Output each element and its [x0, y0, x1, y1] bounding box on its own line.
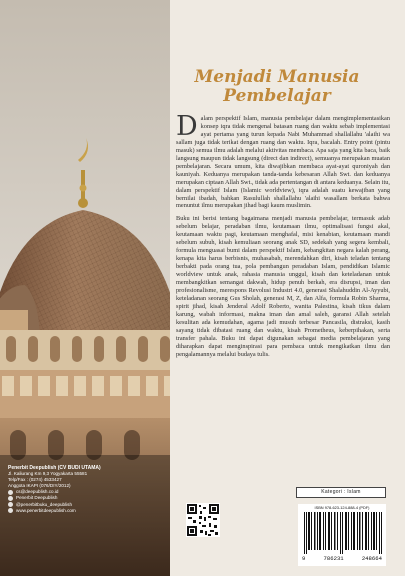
publisher-phone: Telp/Fax : (0274) 4533427: [8, 477, 62, 483]
globe-icon: [8, 508, 13, 513]
blurb-paragraph-2: Buku ini berisi tentang bagaimana menjadi manusia pembelajar, termasuk adab sebelum belajar, peradaban ilmu, keutamaan ilmu, optimalisasi fungsi akal, keutamaan waktu pagi, keutamaan menghafal, misi kenabian, keutamaan mandi sebelum subuh, kisah kemuliaan seorang anak SD, sedekah yang segera kembali, formula menguasai bumi dalam perspektif Islam, kebangkitan negara kalah perang, kenapa kita harus berbisnis, muhasabah, merendahkan diri, kisah teladan tentang berbakti pada orang tua, pola pembangun peradaban Islam, pendidikan Islamic worldview untuk anak, rahasia manusia unggul, kisah dan keteladanan untuk membangkitkan semangat dakwah, hidup penuh berkah, era disrupsi, iman dan profesionalisme, merespons Revolusi Industri 4.0, generasi Shalahuddin Al-Ayyubi, keteladanan seorang Gus Sholah, generasi M, Z, dan Alfa, formula Robin Sharma, spirit jihad, kisah Jenderal Adolf Roberto, wanita Palestina, kisah tikus dalam karung, wabah informasi, makna iman dan amal saleh, garansi Allah setelah kesulitan ada kemudahan, agama jadi musuh terbesar Pancasila, distraksi, kasih sayang tidak dibatasi ruang dan waktu, kisah Prometheus, keberpihakan, serta transfer pahala. Buku ini dapat digunakan sebagai media pembelajaran yang diharapkan dapat menginspirasi para pembaca untuk mengikatkan ilmu dan pengalamannya melalui budaya tulis.: [176, 215, 390, 358]
instagram-icon: [8, 502, 13, 507]
barcode-bars: [304, 512, 382, 554]
publisher-info: [8, 465, 173, 514]
back-cover-blurb: [176, 111, 390, 364]
publisher-address: Jl. Kaliurang Km 9,3 Yogyakarta 55581: [8, 471, 88, 477]
publisher-email: cs@deepublish.co.id: [16, 489, 59, 495]
mail-icon: [8, 490, 13, 495]
book-title: [172, 68, 382, 106]
facebook-icon: [8, 496, 13, 501]
title-line-2: Pembelajar: [223, 86, 331, 106]
qr-code: [186, 503, 220, 537]
isbn-digit-prefix: 9: [302, 555, 306, 562]
publisher-ikapi: Anggota IKAPI (076/DIY/2012): [8, 483, 71, 489]
publisher-social-2: @penerbitbuku_deepublish: [16, 501, 73, 507]
publisher-website: www.penerbitdeepublish.com: [16, 507, 76, 513]
publisher-social-1: Penerbit Deepublish: [16, 495, 58, 501]
blurb-paragraph-1: [176, 111, 390, 210]
isbn-barcode: [298, 504, 386, 566]
drop-cap: D: [176, 111, 198, 142]
title-line-1: Menjadi Manusia: [194, 67, 360, 87]
category-label: Kategori : Islam: [296, 487, 386, 498]
isbn-digits-group-1: 786231: [323, 555, 344, 562]
publisher-name: Penerbit Deepublish (CV BUDI UTAMA): [8, 465, 101, 471]
isbn-digits-group-2: 248664: [361, 555, 382, 562]
blurb-paragraph-1-text: alam perspektif Islam, manusia pembelajar dalam mengimplementasikan konsep iqra tidak mengenal batasan ruang dan waktu sebab implementasi ayat pertama yang turun kepada Nabi Muhammad shallallahu 'alaihi wa sallam juga tidak terikat dengan ruang dan waktu. Iqra, bacalah. Entry point (pintu masuk) semua ilmu adalah melalui aktivitas membaca. Apa saja yang kita baca, baik langsung maupun tidak langsung (direct dan indirect), semuanya merupakan muatan pembelajaran. Secara umum, kita diwajibkan membaca ayat-ayat quroniyah dan kauniyah. Keduanya merupakan tanda-tanda kebesaran Allah Swt. dan keduanya merupakan ciptaan Allah Swt., tidak ada pertentangan di antara keduanya. Selain itu, dalam perspektif Islam (Islamic worldview), iqra adalah suatu kewajiban yang bernilai ibadah, bahkan Rasulullah shallallahu 'alaihi wasallam berkata bahwa menuntut ilmu merupakan jihad bagi kaum muslimin.: [176, 115, 390, 210]
publisher-web-row: [8, 508, 173, 514]
isbn-label: ISBN 978-623-124-888-4 (PDF): [314, 505, 370, 510]
isbn-digits: [298, 555, 386, 562]
